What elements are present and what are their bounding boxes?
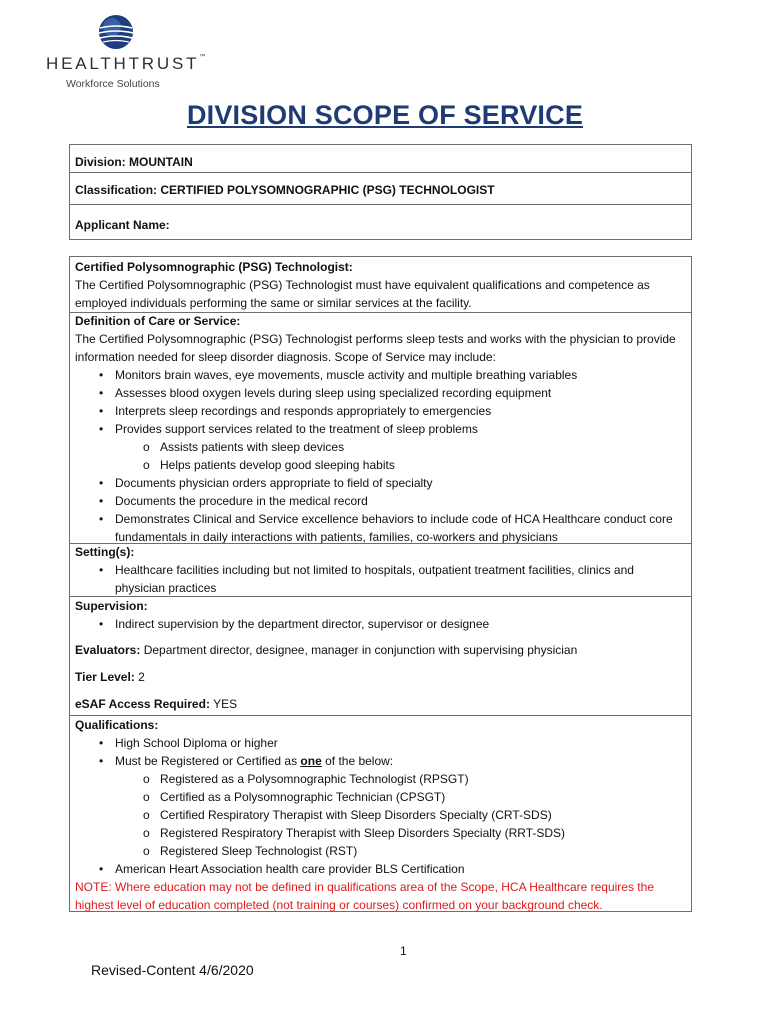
esaf-row: [75, 695, 686, 713]
role-heading: Certified Polysomnographic (PSG) Technologist:: [75, 260, 353, 274]
sub-list-item: o Registered Sleep Technologist (RST): [75, 842, 686, 860]
definition-intro: The Certified Polysomnographic (PSG) Technologist performs sleep tests and works with the physician to provide information needed for sleep disorder diagnosis. Scope of Service may include:: [75, 332, 676, 364]
list-item: • Monitors brain waves, eye movements, muscle activity and multiple breathing variables: [75, 366, 686, 384]
qualifications-heading: Qualifications:: [75, 718, 159, 732]
logo-wordmark: HEALTHTRUST™: [46, 54, 206, 73]
settings-section: [70, 543, 691, 597]
tier-value: 2: [138, 670, 145, 684]
list-item: • Healthcare facilities including but not limited to hospitals, outpatient treatment facilities, clinics and physician practices: [75, 561, 686, 597]
role-section: [70, 258, 691, 312]
qualifications-section: [70, 716, 691, 914]
logo-subtitle: Workforce Solutions: [66, 78, 160, 90]
header-table: [69, 144, 692, 240]
list-item: • Indirect supervision by the department director, supervisor or designee: [75, 615, 686, 633]
division-field: Division: MOUNTAIN: [75, 155, 193, 169]
list-item: • Documents the procedure in the medical record: [75, 492, 686, 510]
esaf-label: eSAF Access Required:: [75, 697, 210, 711]
definition-section: [70, 312, 691, 546]
evaluators-row: [75, 641, 686, 659]
definition-list: [75, 366, 686, 546]
classification-field: Classification: CERTIFIED POLYSOMNOGRAPHIC (PSG) TECHNOLOGIST: [75, 183, 495, 197]
qualifications-list: [75, 734, 686, 878]
divider: [70, 204, 691, 205]
evaluators-value: Department director, designee, manager in conjunction with supervising physician: [143, 643, 578, 657]
list-item: • Assesses blood oxygen levels during sleep using specialized recording equipment: [75, 384, 686, 402]
education-note: NOTE: Where education may not be defined in qualifications area of the Scope, HCA Healthcare requires the highest level of education completed (not training or courses) confirmed on your background check.: [75, 880, 654, 912]
definition-heading: Definition of Care or Service:: [75, 314, 241, 328]
esaf-value: YES: [213, 697, 238, 711]
globe-icon: [98, 14, 134, 50]
page-title: DIVISION SCOPE OF SERVICE: [186, 100, 584, 130]
sub-list-item: o Helps patients develop good sleeping habits: [75, 456, 686, 474]
list-item: • Documents physician orders appropriate to field of specialty: [75, 474, 686, 492]
sub-list-item: o Assists patients with sleep devices: [75, 438, 686, 456]
supervision-heading: Supervision:: [75, 599, 148, 613]
sub-list-item: o Certified as a Polysomnographic Technician (CPSGT): [75, 788, 686, 806]
healthtrust-logo: [46, 14, 206, 94]
list-item: • High School Diploma or higher: [75, 734, 686, 752]
tier-label: Tier Level:: [75, 670, 135, 684]
sub-list-item: o Certified Respiratory Therapist with Sleep Disorders Specialty (CRT-SDS): [75, 806, 686, 824]
revision-footer: Revised-Content 4/6/2020: [91, 962, 254, 978]
applicant-name-field: Applicant Name:: [75, 218, 170, 232]
list-item: • Provides support services related to the treatment of sleep problems: [75, 420, 686, 438]
supervision-list: [75, 615, 686, 633]
evaluators-label: Evaluators:: [75, 643, 141, 657]
list-item: • Interprets sleep recordings and responds appropriately to emergencies: [75, 402, 686, 420]
sub-list-item: o Registered as a Polysomnographic Technologist (RPSGT): [75, 770, 686, 788]
list-item: • Demonstrates Clinical and Service excellence behaviors to include code of HCA Healthcare conduct core fundamentals in daily interactions with patients, families, co-workers and physicians: [75, 510, 686, 546]
list-item: • Must be Registered or Certified as one of the below:: [75, 752, 686, 770]
tier-row: [75, 668, 686, 686]
list-item: • American Heart Association health care provider BLS Certification: [75, 860, 686, 878]
emphasis-one: one: [300, 754, 322, 768]
settings-heading: Setting(s):: [75, 545, 135, 559]
divider: [70, 172, 691, 173]
scope-table: [69, 256, 692, 912]
page-number: 1: [400, 944, 407, 958]
role-text: The Certified Polysomnographic (PSG) Technologist must have equivalent qualifications and competence as employed individuals performing the same or similar services at the facility.: [75, 278, 650, 310]
supervision-section: [70, 597, 691, 713]
settings-list: [75, 561, 686, 597]
sub-list-item: o Registered Respiratory Therapist with Sleep Disorders Specialty (RRT-SDS): [75, 824, 686, 842]
